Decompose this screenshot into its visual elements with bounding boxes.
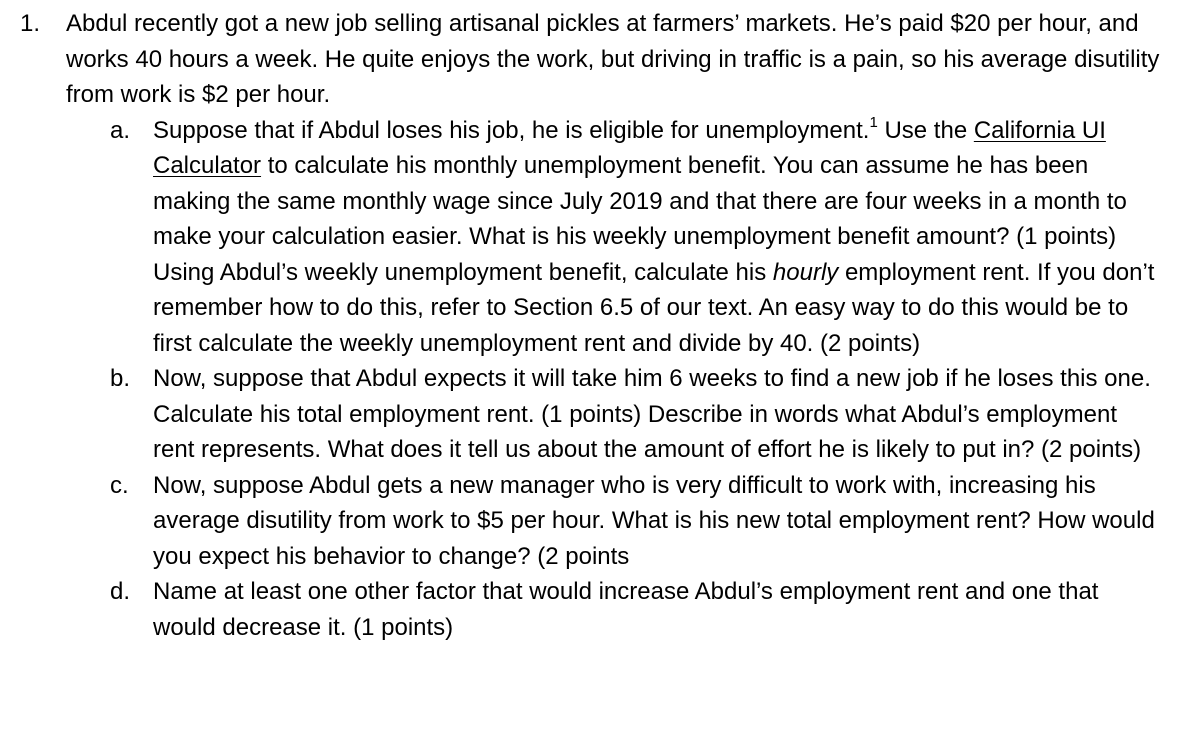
question-number: 1. — [20, 10, 41, 37]
footnote-marker[interactable]: 1 — [869, 113, 878, 131]
question-1 — [0, 6, 1194, 645]
california-ui-calculator-link[interactable]: California UI Calculator — [153, 116, 1106, 179]
part-letter: d. — [110, 578, 131, 605]
part-a-text: to calculate his monthly unemployment benefit. You can assume he has been making the same monthly wage since July 2019 and that there are four weeks in a month to make your calculation easier. What is his weekly unemployment benefit amount? (1 points) Using Abdul’s weekly unemployment benefit, calculate his — [153, 152, 1127, 286]
part-a — [66, 113, 1164, 362]
part-c-text: Now, suppose Abdul gets a new manager who is very difficult to work with, increasing his average disutility from work to $5 per hour. What is his new total employment rent? How would you expect his behavior to change? (2 points — [153, 471, 1155, 570]
part-letter: a. — [110, 116, 131, 144]
part-d-text: Name at least one other factor that would increase Abdul’s employment rent and one that would decrease it. (1 points) — [153, 578, 1099, 641]
question-stem: Abdul recently got a new job selling artisanal pickles at farmers’ markets. He’s paid $20 per hour, and works 40 hours a week. He quite enjoys the work, but driving in traffic is a pain, so his average disutility from work is $2 per hour. — [66, 10, 1160, 108]
part-b — [66, 361, 1164, 468]
part-a-text: employment rent. If you don’t remember how to do this, refer to Section 6.5 of our text. An easy way to do this would be to first calculate the weekly unemployment rent and divide by 40. (2 points) — [153, 258, 1155, 357]
part-a-text: Suppose that if Abdul loses his job, he is eligible for unemployment. — [153, 116, 870, 144]
part-b-text: Now, suppose that Abdul expects it will take him 6 weeks to find a new job if he loses this one. Calculate his total employment rent. (1 points) Describe in words what Abdul’s employment rent represents. What does it tell us about the amount of effort he is likely to put in? (2 points) — [153, 365, 1151, 463]
part-c — [66, 468, 1164, 575]
question-parts — [66, 113, 1164, 646]
part-letter: b. — [110, 365, 131, 392]
emphasis-text: hourly — [772, 258, 839, 286]
part-d — [66, 574, 1164, 645]
part-letter: c. — [110, 471, 129, 499]
part-a-text: Use the — [877, 116, 974, 144]
document-page — [0, 6, 1194, 645]
